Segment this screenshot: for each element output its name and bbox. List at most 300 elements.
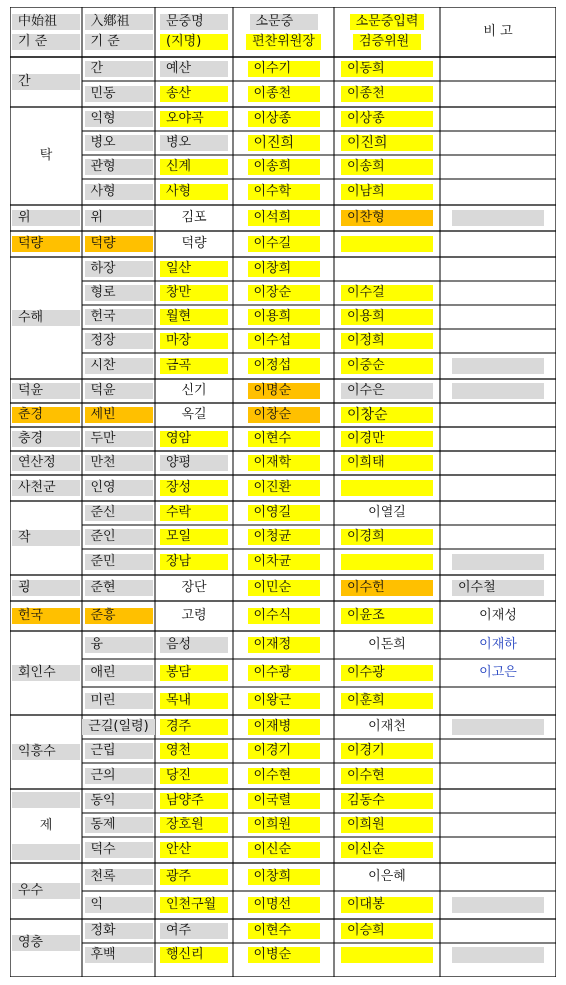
table-cell — [155, 575, 233, 601]
table-cell — [233, 659, 334, 687]
table-cell — [82, 789, 155, 813]
table-cell — [233, 205, 334, 231]
verifier-name: 이진희 — [341, 135, 433, 151]
table-cell — [155, 739, 233, 763]
clan-place: 장성 — [160, 480, 228, 496]
chair-name: 이수식 — [248, 608, 320, 624]
header-col4-line1: 소문중 — [250, 14, 318, 30]
remarks — [492, 693, 504, 709]
table-cell — [155, 403, 233, 427]
chair-name: 이영길 — [248, 505, 320, 521]
table-cell — [334, 549, 440, 575]
table-cell — [155, 601, 233, 631]
clan-place: 사형 — [160, 184, 228, 200]
group-cell — [10, 475, 82, 501]
group-cell — [10, 575, 82, 601]
table-cell — [440, 715, 556, 739]
verifier-name: 이경희 — [341, 529, 433, 545]
group-cell — [10, 789, 82, 863]
chair-name: 이수광 — [248, 665, 320, 681]
clan-place: 덕량 — [181, 236, 207, 251]
table-cell — [155, 659, 233, 687]
verifier-name: 이수은 — [341, 383, 433, 399]
table-cell — [440, 475, 556, 501]
group-cell — [10, 57, 82, 107]
table-cell — [334, 475, 440, 501]
verifier-name: 이수광 — [341, 665, 433, 681]
group-label: 제 — [39, 818, 53, 833]
table-cell — [440, 575, 556, 601]
table-cell — [155, 891, 233, 919]
table-cell — [334, 813, 440, 837]
clan-place: 오야곡 — [160, 111, 228, 127]
table-cell — [334, 943, 440, 967]
table-cell — [334, 739, 440, 763]
group-label: 덕윤 — [12, 383, 80, 399]
ancestor-name: 미린 — [85, 693, 153, 709]
remarks — [452, 210, 544, 226]
verifier-name: 이희태 — [341, 455, 433, 471]
table-cell — [233, 687, 334, 715]
table-cell — [334, 919, 440, 943]
clan-place: 영암 — [160, 431, 228, 447]
table-cell — [82, 155, 155, 179]
group-cell — [10, 403, 82, 427]
chair-name: 이민순 — [248, 580, 320, 596]
table-cell — [440, 81, 556, 107]
verifier-name: 이중순 — [341, 358, 433, 374]
chair-name: 이신순 — [248, 842, 320, 858]
ancestor-name: 사형 — [85, 184, 153, 200]
table-cell — [155, 205, 233, 231]
table-cell — [334, 131, 440, 155]
remarks: 이고은 — [479, 665, 517, 680]
clan-place: 신계 — [160, 159, 228, 175]
clan-place: 음성 — [160, 637, 228, 653]
table-cell — [440, 501, 556, 525]
chair-name: 이차균 — [248, 554, 320, 570]
ancestor-name: 애린 — [85, 665, 153, 681]
table-cell — [155, 863, 233, 891]
chair-name: 이창순 — [248, 407, 320, 423]
table-cell — [334, 231, 440, 257]
header-col3-line1: 문중명 — [160, 14, 228, 30]
table-cell — [155, 837, 233, 863]
group-cell — [10, 919, 82, 967]
clan-place: 병오 — [160, 135, 228, 151]
header-remarks-label: 비 고 — [483, 24, 513, 39]
table-cell — [334, 353, 440, 379]
remarks — [492, 285, 504, 301]
table-cell — [82, 813, 155, 837]
table-cell — [82, 631, 155, 659]
table-cell — [155, 501, 233, 525]
chair-name: 이창희 — [248, 869, 320, 885]
chair-name: 이종천 — [248, 86, 320, 102]
chair-name: 이수학 — [248, 184, 320, 200]
group-cell — [10, 257, 82, 379]
chair-name: 이상종 — [248, 111, 320, 127]
chair-name: 이수길 — [248, 236, 320, 252]
clan-place: 목내 — [160, 693, 228, 709]
verifier-name: 이종천 — [341, 86, 433, 102]
table-cell — [440, 739, 556, 763]
genealogy-table — [10, 7, 556, 977]
chair-name: 이희원 — [248, 817, 320, 833]
table-cell — [233, 281, 334, 305]
remarks — [452, 383, 544, 399]
ancestor-name: 위 — [85, 210, 153, 226]
remarks — [492, 768, 504, 784]
clan-place: 월현 — [160, 309, 228, 325]
clan-place: 광주 — [160, 869, 228, 885]
table-cell — [82, 131, 155, 155]
verifier-name: 이남희 — [341, 184, 433, 200]
clan-place: 당진 — [160, 768, 228, 784]
ancestor-name: 형로 — [85, 285, 153, 301]
table-cell — [334, 789, 440, 813]
clan-place: 송산 — [160, 86, 228, 102]
clan-place: 장남 — [160, 554, 228, 570]
header-col1-line2: 기 준 — [12, 34, 80, 50]
table-cell — [155, 813, 233, 837]
group-cell — [10, 863, 82, 919]
table-cell — [82, 57, 155, 81]
table-cell — [440, 601, 556, 631]
table-cell — [233, 943, 334, 967]
table-cell — [440, 281, 556, 305]
verifier-name: 이경만 — [341, 431, 433, 447]
group-cell — [10, 427, 82, 451]
table-cell — [334, 763, 440, 789]
table-cell — [233, 179, 334, 205]
verifier-name — [341, 236, 433, 252]
ancestor-name: 익 — [85, 897, 153, 913]
ancestor-name: 준민 — [85, 554, 153, 570]
chair-name: 이정섭 — [248, 358, 320, 374]
remarks — [492, 184, 504, 200]
ancestor-name: 만천 — [85, 455, 153, 471]
table-cell — [233, 631, 334, 659]
table-cell — [155, 257, 233, 281]
group-label: 작 — [12, 530, 80, 546]
table-cell — [155, 379, 233, 403]
group-gray-bar — [12, 844, 80, 860]
ancestor-name: 정화 — [85, 923, 153, 939]
group-cell — [10, 205, 82, 231]
table-cell — [334, 281, 440, 305]
table-cell — [334, 427, 440, 451]
chair-name: 이수기 — [248, 61, 320, 77]
table-cell — [82, 107, 155, 131]
header-col2-line1: 入鄕祖 — [85, 14, 153, 30]
chair-name: 이석희 — [248, 210, 320, 226]
table-cell — [440, 863, 556, 891]
table-cell — [82, 451, 155, 475]
table-cell — [233, 451, 334, 475]
group-cell — [10, 379, 82, 403]
table-cell — [440, 205, 556, 231]
remarks — [492, 480, 504, 496]
remarks — [452, 947, 544, 963]
table-cell — [82, 943, 155, 967]
ancestor-name: 근길(일령) — [82, 719, 154, 735]
group-label: 굉 — [12, 580, 80, 596]
group-cell — [10, 601, 82, 631]
ancestor-name: 근립 — [85, 743, 153, 759]
group-label: 우수 — [12, 883, 80, 899]
chair-name: 이현수 — [248, 923, 320, 939]
group-label: 익흥수 — [12, 744, 80, 760]
remarks: 이재하 — [479, 637, 517, 652]
ancestor-name: 시찬 — [85, 358, 153, 374]
clan-place: 장호원 — [160, 817, 228, 833]
table-cell — [440, 549, 556, 575]
header-col3 — [155, 7, 233, 57]
ancestor-name: 준흥 — [85, 608, 153, 624]
ancestor-name: 간 — [85, 61, 153, 77]
table-cell — [334, 155, 440, 179]
table-cell — [155, 549, 233, 575]
group-label: 탁 — [39, 148, 53, 163]
table-cell — [440, 403, 556, 427]
table-cell — [155, 329, 233, 353]
header-col1 — [10, 7, 82, 57]
clan-place: 김포 — [181, 210, 207, 225]
verifier-name: 이윤조 — [341, 608, 433, 624]
clan-place: 행신리 — [160, 947, 228, 963]
table-cell — [334, 107, 440, 131]
chair-name: 이재정 — [248, 637, 320, 653]
remarks — [452, 358, 544, 374]
header-col1-line1: 中始祖 — [12, 14, 80, 30]
table-cell — [233, 789, 334, 813]
table-cell — [233, 837, 334, 863]
table-cell — [334, 575, 440, 601]
group-label: 헌국 — [12, 608, 80, 624]
chair-name: 이명순 — [248, 383, 320, 399]
table-cell — [82, 353, 155, 379]
header-col5-line2: 검증위원 — [353, 34, 421, 50]
table-cell — [155, 353, 233, 379]
remarks — [492, 505, 504, 521]
chair-name: 이수섭 — [248, 333, 320, 349]
table-cell — [82, 501, 155, 525]
header-remarks — [440, 7, 556, 57]
table-cell — [155, 107, 233, 131]
table-cell — [155, 687, 233, 715]
clan-place: 안산 — [160, 842, 228, 858]
clan-place: 모일 — [160, 529, 228, 545]
group-label: 충경 — [12, 431, 80, 447]
table-cell — [440, 659, 556, 687]
table-cell — [440, 329, 556, 353]
table-cell — [82, 427, 155, 451]
chair-name: 이재병 — [248, 719, 320, 735]
table-cell — [82, 329, 155, 353]
table-cell — [82, 379, 155, 403]
verifier-name — [341, 480, 433, 496]
table-cell — [233, 919, 334, 943]
table-cell — [82, 205, 155, 231]
chair-name: 이송희 — [248, 159, 320, 175]
clan-place: 일산 — [160, 261, 228, 277]
verifier-name: 이상종 — [341, 111, 433, 127]
table-cell — [155, 155, 233, 179]
table-cell — [155, 715, 233, 739]
table-cell — [233, 863, 334, 891]
table-cell — [440, 131, 556, 155]
table-cell — [155, 919, 233, 943]
table-cell — [233, 601, 334, 631]
table-cell — [334, 659, 440, 687]
clan-place: 여주 — [160, 923, 228, 939]
table-cell — [334, 305, 440, 329]
header-col4 — [233, 7, 334, 57]
table-cell — [82, 919, 155, 943]
table-cell — [440, 451, 556, 475]
table-cell — [233, 57, 334, 81]
table-cell — [334, 451, 440, 475]
table-cell — [82, 601, 155, 631]
table-cell — [334, 57, 440, 81]
group-label: 사천군 — [12, 480, 80, 496]
remarks — [452, 897, 544, 913]
remarks — [492, 261, 504, 277]
ancestor-name: 근의 — [85, 768, 153, 784]
remarks — [452, 554, 544, 570]
remarks — [492, 407, 504, 423]
ancestor-name: 후백 — [85, 947, 153, 963]
verifier-name: 이은혜 — [368, 869, 406, 884]
remarks — [492, 869, 504, 885]
table-cell — [82, 525, 155, 549]
table-cell — [233, 549, 334, 575]
verifier-name: 이돈희 — [368, 637, 406, 652]
ancestor-name: 덕윤 — [85, 383, 153, 399]
verifier-name: 이신순 — [341, 842, 433, 858]
verifier-name: 이창순 — [341, 407, 433, 423]
table-cell — [82, 715, 155, 739]
verifier-name: 이희원 — [341, 817, 433, 833]
chair-name: 이경기 — [248, 743, 320, 759]
table-cell — [233, 891, 334, 919]
chair-name: 이현수 — [248, 431, 320, 447]
header-col2 — [82, 7, 155, 57]
table-cell — [155, 57, 233, 81]
table-cell — [82, 281, 155, 305]
ancestor-name: 준현 — [85, 580, 153, 596]
table-cell — [334, 205, 440, 231]
remarks — [492, 86, 504, 102]
table-cell — [440, 919, 556, 943]
table-cell — [334, 329, 440, 353]
chair-name: 이창희 — [248, 261, 320, 277]
chair-name: 이청균 — [248, 529, 320, 545]
table-cell — [334, 179, 440, 205]
table-cell — [440, 107, 556, 131]
clan-place: 창만 — [160, 285, 228, 301]
table-cell — [440, 305, 556, 329]
verifier-name: 이수현 — [341, 768, 433, 784]
table-cell — [440, 525, 556, 549]
ancestor-name: 준인 — [85, 529, 153, 545]
table-cell — [155, 943, 233, 967]
ancestor-name: 동제 — [85, 817, 153, 833]
chair-name: 이진희 — [248, 135, 320, 151]
table-cell — [440, 231, 556, 257]
ancestor-name: 민동 — [85, 86, 153, 102]
table-cell — [233, 81, 334, 107]
ancestor-name: 천록 — [85, 869, 153, 885]
group-label: 영충 — [12, 935, 80, 951]
table-cell — [334, 403, 440, 427]
table-cell — [233, 813, 334, 837]
verifier-name: 김동수 — [341, 793, 433, 809]
table-cell — [82, 231, 155, 257]
clan-place: 장단 — [181, 580, 207, 595]
verifier-name — [341, 554, 433, 570]
table-cell — [334, 81, 440, 107]
table-cell — [233, 715, 334, 739]
chair-name: 이장순 — [248, 285, 320, 301]
table-cell — [440, 379, 556, 403]
group-label: 위 — [12, 210, 80, 226]
clan-place: 영천 — [160, 743, 228, 759]
table-cell — [233, 231, 334, 257]
header-col2-line2: 기 준 — [85, 34, 153, 50]
ancestor-name: 병오 — [85, 135, 153, 151]
table-cell — [155, 525, 233, 549]
remarks — [492, 529, 504, 545]
group-cell — [10, 231, 82, 257]
remarks — [452, 719, 544, 735]
table-cell — [82, 837, 155, 863]
remarks — [492, 793, 504, 809]
table-cell — [82, 575, 155, 601]
remarks — [492, 61, 504, 77]
remarks — [492, 236, 504, 252]
group-label: 간 — [12, 74, 80, 90]
verifier-name — [341, 947, 433, 963]
remarks — [492, 333, 504, 349]
table-cell — [334, 501, 440, 525]
chair-name: 이진환 — [248, 480, 320, 496]
table-cell — [82, 305, 155, 329]
table-cell — [440, 631, 556, 659]
group-cell — [10, 715, 82, 789]
table-cell — [440, 789, 556, 813]
verifier-name: 이경기 — [341, 743, 433, 759]
verifier-name: 이수걸 — [341, 285, 433, 301]
table-cell — [440, 155, 556, 179]
ancestor-name: 인영 — [85, 480, 153, 496]
chair-name: 이용희 — [248, 309, 320, 325]
remarks: 이수철 — [452, 580, 544, 596]
header-col3-line2: (지명) — [160, 34, 228, 50]
remarks — [492, 111, 504, 127]
table-cell — [155, 631, 233, 659]
table-cell — [440, 57, 556, 81]
table-cell — [233, 575, 334, 601]
table-cell — [155, 281, 233, 305]
table-cell — [334, 257, 440, 281]
verifier-name: 이송희 — [341, 159, 433, 175]
verifier-name: 이정희 — [341, 333, 433, 349]
verifier-name — [381, 261, 393, 277]
table-cell — [440, 427, 556, 451]
table-cell — [233, 379, 334, 403]
